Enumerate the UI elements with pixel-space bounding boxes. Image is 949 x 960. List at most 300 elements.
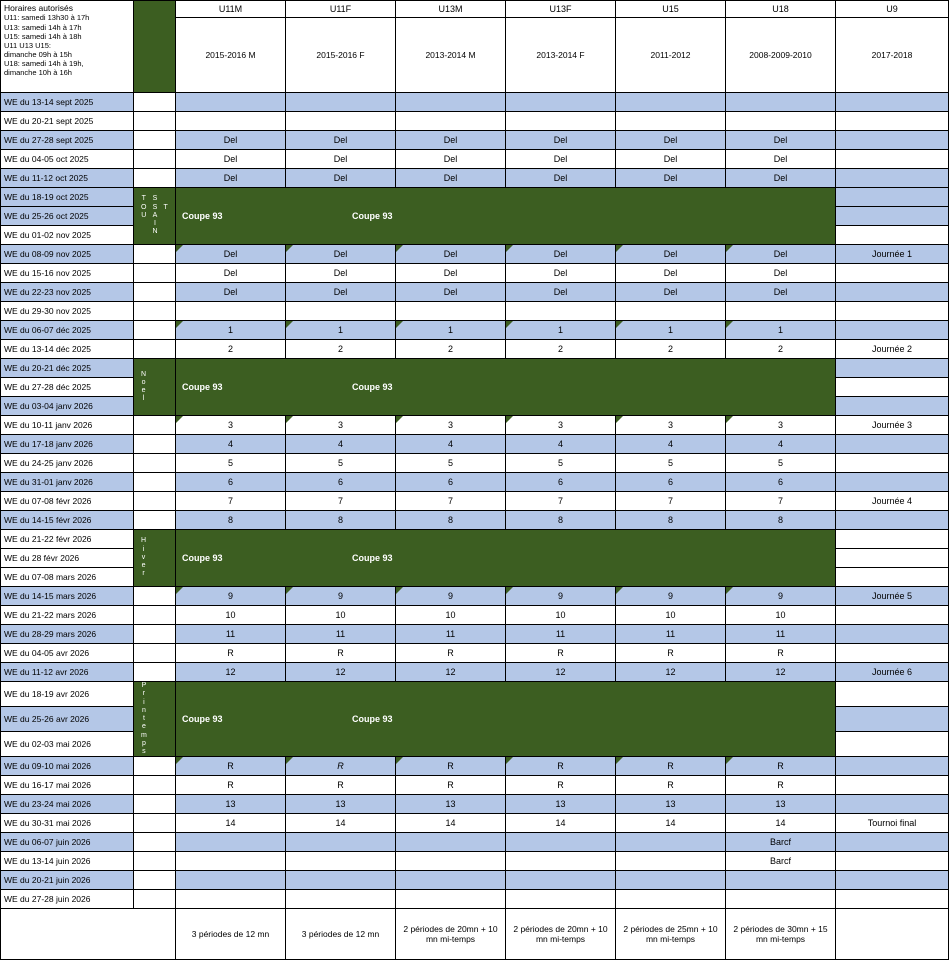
vacation-cell-empty <box>134 492 176 511</box>
cell-u18 <box>726 871 836 890</box>
match-format: 2 périodes de 30mn + 15 mn mi-temps <box>726 909 836 960</box>
table-row <box>1 890 949 909</box>
week-label: WE du 25-26 avr 2026 <box>1 707 134 732</box>
vacation-cell-empty <box>134 871 176 890</box>
cell-u15: Del <box>616 150 726 169</box>
table-row <box>1 454 949 473</box>
schedule-note-line: U11: samedi 13h30 à 17h <box>4 13 90 23</box>
table-row <box>1 663 949 682</box>
cell-u18: 5 <box>726 454 836 473</box>
cell-u11m: 6 <box>176 473 286 492</box>
cell-u11f <box>286 302 396 321</box>
schedule-note-line: dimanche 09h à 15h <box>4 49 72 59</box>
cell-u9 <box>836 150 949 169</box>
cell-u9 <box>836 112 949 131</box>
vacation-cell-empty <box>134 814 176 833</box>
vacation-cell-empty <box>134 93 176 112</box>
cell-u18: R <box>726 757 836 776</box>
coupe-93-label: Coupe 93 <box>352 211 393 221</box>
cell-u15: 8 <box>616 511 726 530</box>
cell-u11f: 12 <box>286 663 396 682</box>
category-header-u9: U9 <box>836 1 949 18</box>
cell-u13m <box>396 871 506 890</box>
week-label: WE du 09-10 mai 2026 <box>1 757 134 776</box>
cell-u15 <box>616 93 726 112</box>
cell-u15: Del <box>616 169 726 188</box>
week-label: WE du 29-30 nov 2025 <box>1 302 134 321</box>
cell-u18 <box>726 112 836 131</box>
table-row <box>1 264 949 283</box>
cell-u11f: Del <box>286 283 396 302</box>
cell-u9 <box>836 757 949 776</box>
footer-row <box>1 909 949 960</box>
cell-u13f: Del <box>506 150 616 169</box>
cell-u11f <box>286 112 396 131</box>
schedule-note-line: U11 U13 U15: <box>4 40 51 50</box>
cell-u11m <box>176 302 286 321</box>
cell-u11m: 2 <box>176 340 286 359</box>
category-header-u15: U15 <box>616 1 726 18</box>
cell-u13f <box>506 852 616 871</box>
cell-u11m <box>176 871 286 890</box>
table-row <box>1 150 949 169</box>
category-years: 2015-2016 M <box>176 18 286 93</box>
cell-u13f: 14 <box>506 814 616 833</box>
cell-u18: 6 <box>726 473 836 492</box>
coupe-93-label: Coupe 93 <box>352 553 393 563</box>
vacation-cell-empty <box>134 264 176 283</box>
cell-u9: Journée 2 <box>836 340 949 359</box>
week-label: WE du 08-09 nov 2025 <box>1 245 134 264</box>
category-header-u11f: U11F <box>286 1 396 18</box>
cell-u9 <box>836 606 949 625</box>
table-row <box>1 112 949 131</box>
cell-u13m: 1 <box>396 321 506 340</box>
vacation-cell-empty <box>134 340 176 359</box>
cell-u13m: Del <box>396 283 506 302</box>
cell-u13m: 14 <box>396 814 506 833</box>
cell-u13m: Del <box>396 150 506 169</box>
cell-u13f: 3 <box>506 416 616 435</box>
table-row <box>1 530 949 549</box>
cell-u9 <box>836 625 949 644</box>
cell-u18: Del <box>726 150 836 169</box>
vacation-cell-empty <box>134 473 176 492</box>
cell-u11f <box>286 833 396 852</box>
cell-u13m <box>396 833 506 852</box>
cell-u15 <box>616 302 726 321</box>
cell-u13m: 7 <box>396 492 506 511</box>
vacation-cell-empty <box>134 852 176 871</box>
table-row <box>1 188 949 207</box>
cell-u13f: 1 <box>506 321 616 340</box>
category-header-u18: U18 <box>726 1 836 18</box>
cell-u9 <box>836 321 949 340</box>
cell-u15: 10 <box>616 606 726 625</box>
coupe-93-label: Coupe 93 <box>352 714 393 725</box>
cell-u11m: 5 <box>176 454 286 473</box>
cell-u13m: R <box>396 757 506 776</box>
cell-u13m: 6 <box>396 473 506 492</box>
week-label: WE du 31-01 janv 2026 <box>1 473 134 492</box>
cell-u9 <box>836 226 949 245</box>
vacation-cell-empty <box>134 511 176 530</box>
week-label: WE du 11-12 avr 2026 <box>1 663 134 682</box>
week-label: WE du 07-08 mars 2026 <box>1 568 134 587</box>
cell-u18: 12 <box>726 663 836 682</box>
cell-u13f: R <box>506 776 616 795</box>
cell-u13f: 13 <box>506 795 616 814</box>
table-row <box>1 871 949 890</box>
cell-u11m: Del <box>176 150 286 169</box>
table-row <box>1 511 949 530</box>
cell-u13f: 5 <box>506 454 616 473</box>
table-row <box>1 606 949 625</box>
cell-u11m: 7 <box>176 492 286 511</box>
cell-u11m: 9 <box>176 587 286 606</box>
category-header-u13f: U13F <box>506 1 616 18</box>
cell-u13m: 8 <box>396 511 506 530</box>
cell-u9 <box>836 833 949 852</box>
week-label: WE du 30-31 mai 2026 <box>1 814 134 833</box>
week-label: WE du 16-17 mai 2026 <box>1 776 134 795</box>
cell-u9 <box>836 568 949 587</box>
cell-u15: 2 <box>616 340 726 359</box>
cell-u18: Del <box>726 131 836 150</box>
cell-u18: 14 <box>726 814 836 833</box>
coupe-93-banner <box>176 359 836 416</box>
week-label: WE du 06-07 déc 2025 <box>1 321 134 340</box>
cell-u11f: 7 <box>286 492 396 511</box>
cell-u13m: 3 <box>396 416 506 435</box>
cell-u15 <box>616 890 726 909</box>
coupe-93-banner <box>176 682 836 757</box>
week-label: WE du 25-26 oct 2025 <box>1 207 134 226</box>
cell-u11m: Del <box>176 283 286 302</box>
cell-u18: 4 <box>726 435 836 454</box>
cell-u13f: Del <box>506 283 616 302</box>
cell-u18: 8 <box>726 511 836 530</box>
cell-u11f: 9 <box>286 587 396 606</box>
week-label: WE du 13-14 déc 2025 <box>1 340 134 359</box>
cell-u11f: Del <box>286 245 396 264</box>
cell-u13f: 12 <box>506 663 616 682</box>
cell-u13f: Del <box>506 169 616 188</box>
schedule-note-line: U13: samedi 14h à 17h <box>4 22 82 32</box>
vacation-cell-empty <box>134 416 176 435</box>
week-label: WE du 03-04 janv 2026 <box>1 397 134 416</box>
cell-u13f: 7 <box>506 492 616 511</box>
week-label: WE du 27-28 déc 2025 <box>1 378 134 397</box>
cell-u11m: 11 <box>176 625 286 644</box>
vacation-cell-empty <box>134 776 176 795</box>
week-label: WE du 17-18 janv 2026 <box>1 435 134 454</box>
cell-u11m: 10 <box>176 606 286 625</box>
vacation-cell-empty <box>134 757 176 776</box>
vacation-label-noel: N o e l <box>134 359 176 416</box>
cell-u18: R <box>726 644 836 663</box>
cell-u13f <box>506 890 616 909</box>
table-row <box>1 776 949 795</box>
match-format: 3 périodes de 12 mn <box>286 909 396 960</box>
cell-u13m: 10 <box>396 606 506 625</box>
cell-u11f: Del <box>286 131 396 150</box>
cell-u9 <box>836 871 949 890</box>
cell-u11m <box>176 890 286 909</box>
vacation-cell-empty <box>134 131 176 150</box>
cell-u11m <box>176 833 286 852</box>
cell-u11f: R <box>286 757 396 776</box>
cell-u11m: R <box>176 757 286 776</box>
week-label: WE du 21-22 mars 2026 <box>1 606 134 625</box>
cell-u18: Del <box>726 283 836 302</box>
vacation-cell-empty <box>134 587 176 606</box>
cell-u9: Journée 5 <box>836 587 949 606</box>
week-label: WE du 18-19 oct 2025 <box>1 188 134 207</box>
vacation-cell-empty <box>134 454 176 473</box>
cell-u15: 6 <box>616 473 726 492</box>
cell-u11f: 8 <box>286 511 396 530</box>
table-row <box>1 93 949 112</box>
cell-u13m: 4 <box>396 435 506 454</box>
cell-u15: Del <box>616 245 726 264</box>
week-label: WE du 11-12 oct 2025 <box>1 169 134 188</box>
vacation-column-header <box>134 1 176 93</box>
match-format: 2 périodes de 20mn + 10 mn mi-temps <box>396 909 506 960</box>
cell-u18: 3 <box>726 416 836 435</box>
cell-u13f <box>506 93 616 112</box>
cell-u11m <box>176 852 286 871</box>
cell-u11m: Del <box>176 264 286 283</box>
cell-u11m: Del <box>176 169 286 188</box>
cell-u13m: 13 <box>396 795 506 814</box>
week-label: WE du 10-11 janv 2026 <box>1 416 134 435</box>
table-row <box>1 852 949 871</box>
cell-u11m: 4 <box>176 435 286 454</box>
cell-u11f <box>286 890 396 909</box>
week-label: WE du 13-14 juin 2026 <box>1 852 134 871</box>
table-row <box>1 814 949 833</box>
vacation-cell-empty <box>134 625 176 644</box>
cell-u18: 10 <box>726 606 836 625</box>
week-label: WE du 15-16 nov 2025 <box>1 264 134 283</box>
cell-u9 <box>836 707 949 732</box>
week-label: WE du 01-02 nov 2025 <box>1 226 134 245</box>
vacation-cell-empty <box>134 169 176 188</box>
cell-u9 <box>836 131 949 150</box>
cell-u13f <box>506 833 616 852</box>
cell-u15 <box>616 871 726 890</box>
vacation-cell-empty <box>134 606 176 625</box>
cell-u11m: R <box>176 644 286 663</box>
vacation-cell-empty <box>134 644 176 663</box>
coupe-93-banner <box>176 530 836 587</box>
cell-u11f: Del <box>286 264 396 283</box>
cell-u13m: Del <box>396 245 506 264</box>
cell-u9 <box>836 776 949 795</box>
vacation-cell-empty <box>134 321 176 340</box>
cell-u9 <box>836 473 949 492</box>
table-row <box>1 302 949 321</box>
category-header-u11m: U11M <box>176 1 286 18</box>
schedule-note-line: U15: samedi 14h à 18h <box>4 31 82 41</box>
cell-u15 <box>616 852 726 871</box>
cell-u9 <box>836 397 949 416</box>
cell-u13f: 2 <box>506 340 616 359</box>
cell-u18: R <box>726 776 836 795</box>
vacation-cell-empty <box>134 663 176 682</box>
cell-u15: R <box>616 757 726 776</box>
cell-u11f: 13 <box>286 795 396 814</box>
table-row <box>1 625 949 644</box>
table-row <box>1 492 949 511</box>
cell-u15: 12 <box>616 663 726 682</box>
cell-u9 <box>836 852 949 871</box>
cell-u18: 13 <box>726 795 836 814</box>
cell-u13m: 5 <box>396 454 506 473</box>
cell-u15: 14 <box>616 814 726 833</box>
cell-u15: 9 <box>616 587 726 606</box>
cell-u11m: 13 <box>176 795 286 814</box>
cell-u13m: 12 <box>396 663 506 682</box>
schedule-note-line: U18: samedi 14h à 19h, <box>4 59 84 69</box>
cell-u13m: 2 <box>396 340 506 359</box>
vacation-label-printemps: P r i n t e m p s <box>134 682 176 757</box>
cell-u9: Journée 1 <box>836 245 949 264</box>
week-label: WE du 27-28 juin 2026 <box>1 890 134 909</box>
cell-u15: Del <box>616 131 726 150</box>
table-row <box>1 757 949 776</box>
cell-u13m: 9 <box>396 587 506 606</box>
week-label: WE du 14-15 mars 2026 <box>1 587 134 606</box>
coupe-93-label: Coupe 93 <box>182 382 223 392</box>
cell-u11m <box>176 93 286 112</box>
cell-u13f: Del <box>506 264 616 283</box>
table-row <box>1 321 949 340</box>
cell-u9 <box>836 93 949 112</box>
cell-u9 <box>836 890 949 909</box>
table-row <box>1 682 949 707</box>
week-label: WE du 28 févr 2026 <box>1 549 134 568</box>
cell-u9 <box>836 378 949 397</box>
vacation-cell-empty <box>134 283 176 302</box>
week-label: WE du 02-03 mai 2026 <box>1 732 134 757</box>
cell-u11f: 4 <box>286 435 396 454</box>
cell-u15: 13 <box>616 795 726 814</box>
cell-u9: Journée 4 <box>836 492 949 511</box>
cell-u9 <box>836 795 949 814</box>
week-label: WE du 04-05 avr 2026 <box>1 644 134 663</box>
cell-u13f <box>506 302 616 321</box>
category-header-u13m: U13M <box>396 1 506 18</box>
cell-u15: 7 <box>616 492 726 511</box>
cell-u9 <box>836 530 949 549</box>
cell-u9 <box>836 511 949 530</box>
cell-u15 <box>616 833 726 852</box>
table-row <box>1 587 949 606</box>
week-label: WE du 27-28 sept 2025 <box>1 131 134 150</box>
table-row <box>1 169 949 188</box>
cell-u15: 3 <box>616 416 726 435</box>
footer-empty <box>1 909 176 960</box>
week-label: WE du 28-29 mars 2026 <box>1 625 134 644</box>
cell-u11f: R <box>286 776 396 795</box>
table-row <box>1 435 949 454</box>
week-label: WE du 22-23 nov 2025 <box>1 283 134 302</box>
cell-u13m <box>396 302 506 321</box>
table-row <box>1 245 949 264</box>
cell-u9 <box>836 549 949 568</box>
cell-u18: 7 <box>726 492 836 511</box>
cell-u18: 9 <box>726 587 836 606</box>
cell-u11f: Del <box>286 169 396 188</box>
cell-u11f <box>286 93 396 112</box>
match-format <box>836 909 949 960</box>
week-label: WE du 18-19 avr 2026 <box>1 682 134 707</box>
coupe-93-label: Coupe 93 <box>182 553 223 563</box>
cell-u9 <box>836 207 949 226</box>
cell-u11m: 8 <box>176 511 286 530</box>
match-format: 3 périodes de 12 mn <box>176 909 286 960</box>
cell-u11f: 6 <box>286 473 396 492</box>
cell-u11m: 14 <box>176 814 286 833</box>
vacation-cell-empty <box>134 150 176 169</box>
cell-u11m: Del <box>176 245 286 264</box>
cell-u11f: 11 <box>286 625 396 644</box>
cell-u13f: Del <box>506 131 616 150</box>
cell-u15: Del <box>616 264 726 283</box>
cell-u15: R <box>616 776 726 795</box>
table-row <box>1 283 949 302</box>
vacation-cell-empty <box>134 302 176 321</box>
vacation-cell-empty <box>134 245 176 264</box>
cell-u9: Tournoi final <box>836 814 949 833</box>
cell-u13f: 4 <box>506 435 616 454</box>
cell-u13f: R <box>506 644 616 663</box>
cell-u18: Barcf <box>726 833 836 852</box>
vacation-cell-empty <box>134 890 176 909</box>
category-years: 2013-2014 M <box>396 18 506 93</box>
vacation-cell-empty <box>134 435 176 454</box>
cell-u11m: 12 <box>176 663 286 682</box>
cell-u18 <box>726 302 836 321</box>
cell-u15 <box>616 112 726 131</box>
cell-u9 <box>836 454 949 473</box>
category-years: 2008-2009-2010 <box>726 18 836 93</box>
coupe-93-banner <box>176 188 836 245</box>
cell-u18: Barcf <box>726 852 836 871</box>
schedule-notes <box>1 1 134 93</box>
cell-u13m <box>396 112 506 131</box>
coupe-93-label: Coupe 93 <box>182 714 223 725</box>
cell-u18 <box>726 890 836 909</box>
cell-u13f: Del <box>506 245 616 264</box>
cell-u18: Del <box>726 245 836 264</box>
cell-u15: 1 <box>616 321 726 340</box>
cell-u13f: 8 <box>506 511 616 530</box>
cell-u18 <box>726 93 836 112</box>
cell-u11f: 1 <box>286 321 396 340</box>
cell-u13m: R <box>396 776 506 795</box>
cell-u13f <box>506 871 616 890</box>
cell-u11f <box>286 852 396 871</box>
vacation-cell-empty <box>134 795 176 814</box>
cell-u15: 4 <box>616 435 726 454</box>
vacation-label-toussaint: T O U S S A I N T <box>134 188 176 245</box>
cell-u11f: 3 <box>286 416 396 435</box>
cell-u15: R <box>616 644 726 663</box>
cell-u13m <box>396 93 506 112</box>
